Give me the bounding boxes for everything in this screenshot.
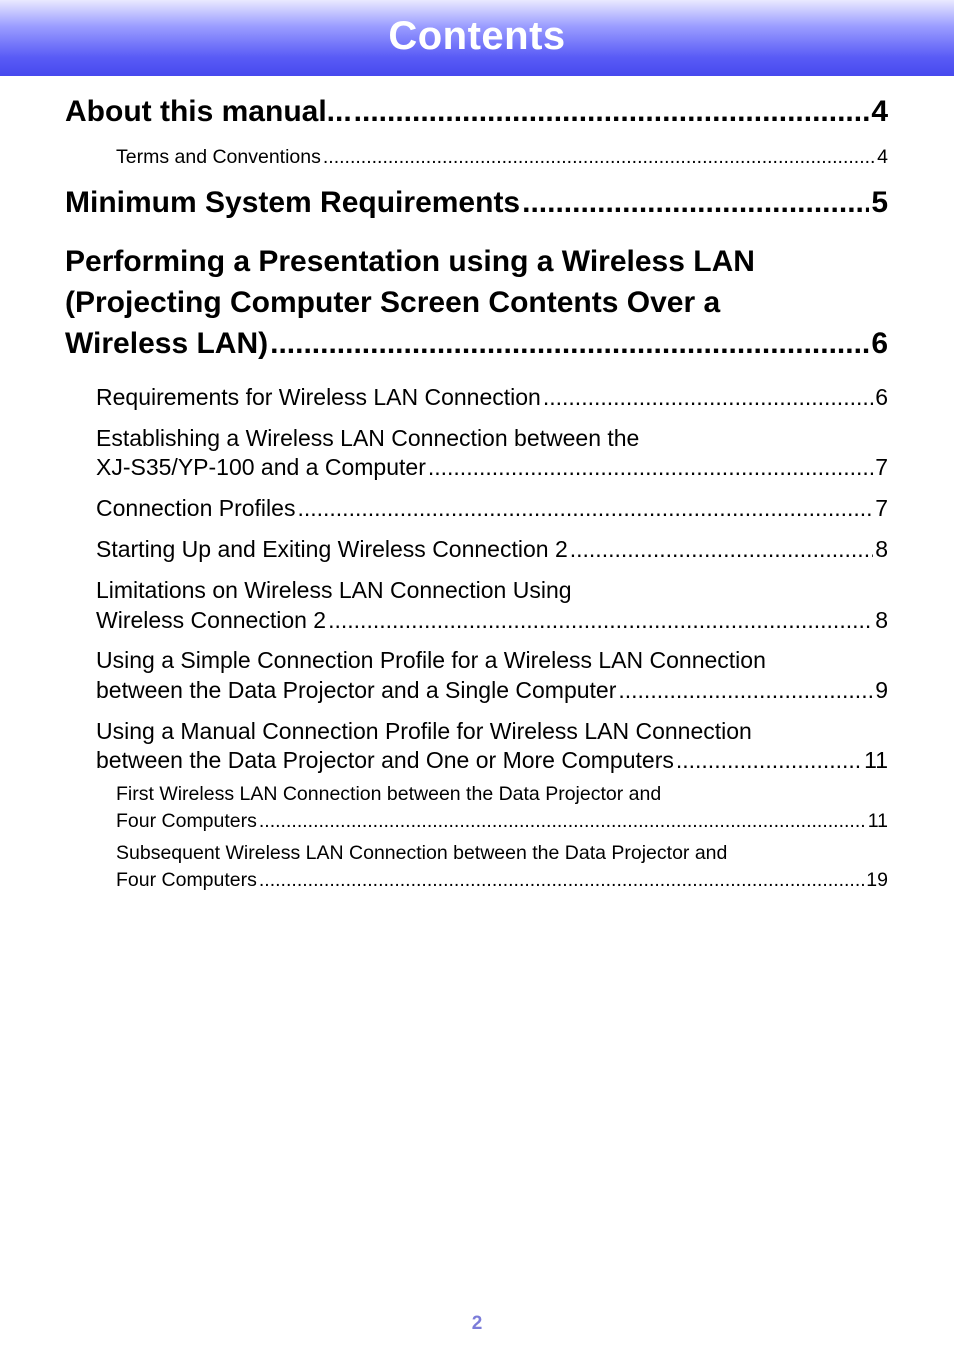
toc-entry-about[interactable]	[65, 95, 888, 129]
toc-entry-page: 7	[875, 495, 888, 521]
toc-entry-label: Connection Profiles	[96, 495, 296, 521]
toc-entry-page: 19	[866, 869, 888, 891]
dot-leader	[259, 869, 864, 892]
toc-entry-label: between the Data Projector and One or More Computers	[96, 747, 674, 773]
toc-entry-page: 4	[877, 146, 888, 168]
toc-entry-terms[interactable]	[116, 146, 888, 169]
dot-leader	[354, 95, 870, 129]
toc-entry-connection-profiles[interactable]	[96, 495, 888, 522]
dot-leader	[570, 536, 873, 563]
dot-leader	[297, 495, 873, 522]
dot-leader	[270, 327, 869, 361]
toc-entry-page: 8	[875, 536, 888, 562]
toc-entry-manual[interactable]	[96, 747, 888, 774]
toc-entry-page: 6	[875, 384, 888, 410]
toc-entry-perform[interactable]	[65, 327, 888, 361]
toc-entry-label: XJ-S35/YP-100 and a Computer	[96, 454, 426, 480]
toc-entry-label: Requirements for Wireless LAN Connection	[96, 384, 541, 410]
page-number: 2	[471, 1313, 483, 1334]
toc-entry-page: 9	[875, 677, 888, 703]
toc-entry-page: 11	[864, 747, 888, 773]
dot-leader	[618, 677, 873, 704]
toc-entry-subsequent-line1[interactable]: Subsequent Wireless LAN Connection between the Data Projector and	[116, 842, 728, 864]
toc-entry-label: between the Data Projector and a Single Computer	[96, 677, 617, 703]
header-banner	[0, 0, 954, 76]
toc-entry-page: 8	[875, 607, 888, 633]
toc-entry-simple[interactable]	[96, 677, 888, 704]
toc-entry-subsequent[interactable]	[116, 869, 888, 892]
toc-entry-label: Minimum System Requirements	[65, 186, 521, 219]
page-title: Contents	[388, 13, 566, 58]
dot-leader	[428, 454, 873, 481]
toc-entry-first[interactable]	[116, 810, 888, 833]
toc-entry-starting[interactable]	[96, 536, 888, 563]
toc-entry-limitations-line1[interactable]: Limitations on Wireless LAN Connection Using	[96, 577, 572, 603]
toc-entry-label: Wireless LAN)	[65, 327, 269, 360]
toc-entry-requirements[interactable]	[96, 384, 888, 411]
toc-entry-page: 11	[867, 810, 888, 832]
dot-leader	[522, 186, 869, 220]
dot-leader	[676, 747, 862, 774]
toc-entry-perform-line2[interactable]: (Projecting Computer Screen Contents Over a	[65, 286, 721, 319]
dot-leader	[543, 384, 873, 411]
toc-entry-establishing[interactable]	[96, 454, 888, 481]
toc-entry-page: 5	[871, 186, 888, 219]
toc-entry-label: Four Computers	[116, 869, 257, 891]
toc-entry-label: Starting Up and Exiting Wireless Connection 2	[96, 536, 568, 562]
dot-leader	[328, 607, 873, 634]
toc-entry-page: 4	[871, 95, 888, 128]
toc-entry-simple-line1[interactable]: Using a Simple Connection Profile for a Wireless LAN Connection	[96, 647, 766, 673]
toc-entry-minimum-requirements[interactable]	[65, 186, 888, 220]
toc-entry-page: 7	[875, 454, 888, 480]
dot-leader	[259, 810, 866, 833]
toc-entry-establishing-line1[interactable]: Establishing a Wireless LAN Connection between the	[96, 425, 640, 451]
toc-entry-label: Terms and Conventions	[116, 146, 321, 168]
toc-entry-label: About this manual...	[65, 95, 352, 128]
toc-entry-label: Wireless Connection 2	[96, 607, 327, 633]
toc-entry-label: Four Computers	[116, 810, 257, 832]
toc-entry-perform-line1[interactable]: Performing a Presentation using a Wireless LAN	[65, 245, 755, 278]
toc-entry-limitations[interactable]	[96, 607, 888, 634]
toc-entry-page: 6	[871, 327, 888, 360]
toc-entry-first-line1[interactable]: First Wireless LAN Connection between the Data Projector and	[116, 783, 662, 805]
dot-leader	[323, 146, 875, 169]
toc-entry-manual-line1[interactable]: Using a Manual Connection Profile for Wireless LAN Connection	[96, 718, 752, 744]
